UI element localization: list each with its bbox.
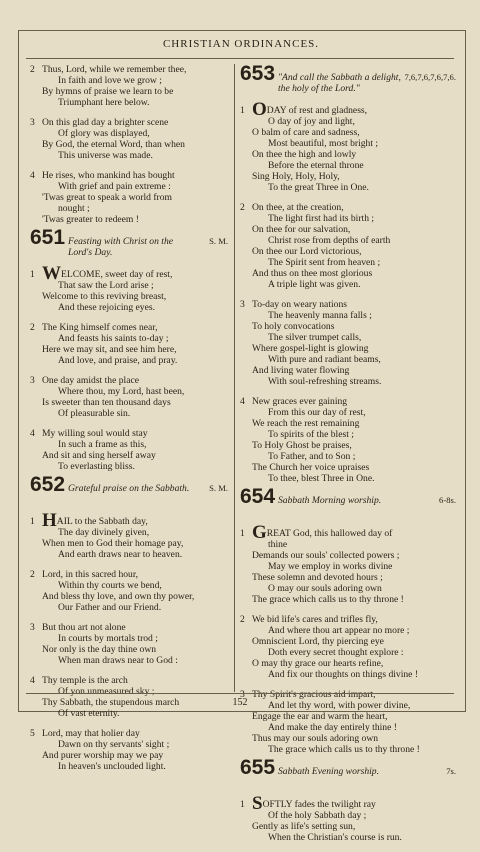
verse-line: The heavenly manna falls ; <box>268 310 372 321</box>
stanza-number: 1 <box>30 516 35 527</box>
stanza-number: 4 <box>30 170 35 181</box>
drop-cap: G <box>252 522 267 543</box>
verse-line: 3 On this glad day a brighter scene <box>30 117 169 128</box>
stanza <box>240 793 456 843</box>
verse-line: Where gospel-light is glowing <box>252 343 369 354</box>
verse-line: 3 To-day on weary nations <box>240 299 347 310</box>
hymn-heading <box>240 485 456 523</box>
hymn-number: 651 <box>30 226 66 249</box>
verse-line: Before the eternal throne <box>268 160 364 171</box>
verse-line: O balm of care and sadness, <box>252 127 360 138</box>
verse-line: O may our souls adoring own <box>268 583 382 594</box>
verse-line: And where thou art appear no more ; <box>268 625 410 636</box>
stanza <box>30 569 228 613</box>
verse-line: 4 Thy temple is the arch <box>30 675 128 686</box>
verse-line: 4 New graces ever gaining <box>240 396 348 407</box>
verse-line: In such a frame as this, <box>58 439 147 450</box>
verse-line: The grace which calls us to thy throne ! <box>252 594 404 605</box>
verse-line: With grief and pain extreme : <box>58 181 171 192</box>
verse-line: Our Father and our Friend. <box>58 602 162 613</box>
verse-line: And earth draws near to heaven. <box>58 549 183 560</box>
verse-line: When the Christian's course is run. <box>268 832 402 843</box>
hymn-title: Sabbath Evening worship. <box>278 766 379 777</box>
stanza-number: 3 <box>30 622 35 633</box>
verse-line: By hymns of praise we learn to be <box>42 86 174 97</box>
hymn-number: 652 <box>30 473 66 496</box>
verse-line: On thee our Lord victorious, <box>252 246 362 257</box>
hymn-number: 653 <box>240 62 276 85</box>
stanza <box>30 622 228 666</box>
stanza <box>240 396 456 484</box>
verse-line: Of yon unmeasured sky ; <box>58 686 155 697</box>
verse-line: The light first had its birth ; <box>268 213 375 224</box>
verse-line: And purer worship may we pay <box>42 750 164 761</box>
verse-line: Doth every secret thought explore : <box>268 647 404 658</box>
verse-line: To Father, and to Son ; <box>268 451 356 462</box>
stanza-number: 1 <box>240 799 245 810</box>
verse-line: Of the holy Sabbath day ; <box>268 810 367 821</box>
stanza-number: 1 <box>30 269 35 280</box>
verse-line: Where thou, my Lord, hast been, <box>58 386 185 397</box>
verse-line: Sing Holy, Holy, Holy, <box>252 171 340 182</box>
verse-line: Most beautiful, most bright ; <box>268 138 379 149</box>
verse-line: That saw the Lord arise ; <box>58 280 154 291</box>
hymn-meter: 7s. <box>446 766 456 776</box>
hymn-meter: S. M. <box>209 483 228 493</box>
drop-cap: S <box>252 793 263 814</box>
verse-line: When men to God their homage pay, <box>42 538 184 549</box>
hymn-heading <box>240 62 456 100</box>
verse-line: May we employ in works divine <box>268 561 393 572</box>
hymn-number: 655 <box>240 756 276 779</box>
verse-line: 3 But thou art not alone <box>30 622 126 633</box>
verse-line: Of pleasurable sin. <box>58 408 131 419</box>
verse-line: In heaven's unclouded light. <box>58 761 166 772</box>
verse-line: The grace which calls us to thy throne ! <box>268 744 420 755</box>
verse-line: The Church her voice upraises <box>252 462 370 473</box>
verse-line: And feasts his saints to-day ; <box>58 333 169 344</box>
hymn-heading <box>240 756 456 794</box>
stanza-number: 1 <box>240 528 245 539</box>
verse-line: thine <box>268 539 288 550</box>
verse-line: Of vast eternity. <box>58 708 120 719</box>
verse-line: By God, the eternal Word, than when <box>42 139 185 150</box>
hymn-title: Feasting with Christ on the Lord's Day. <box>68 236 174 258</box>
verse-line: O day of joy and light, <box>268 116 355 127</box>
verse-line: O may thy grace our hearts refine, <box>252 658 384 669</box>
verse-line: 1 WELCOME, sweet day of rest, <box>30 263 173 284</box>
stanza <box>240 299 456 387</box>
verse-line: To holy convocations <box>252 321 335 332</box>
drop-cap: W <box>42 263 61 284</box>
stanza <box>240 614 456 680</box>
stanza <box>30 64 228 108</box>
verse-line: Dawn on thy servants' sight ; <box>58 739 170 750</box>
verse-line: 2 The King himself comes near, <box>30 322 158 333</box>
stanza-number: 4 <box>30 675 35 686</box>
verse-line: 1 GREAT God, this hallowed day of <box>240 522 393 543</box>
verse-line: When man draws near to God : <box>58 655 178 666</box>
verse-line: This universe was made. <box>58 150 153 161</box>
verse-line: The silver trumpet calls, <box>268 332 362 343</box>
verse-line: Christ rose from depths of earth <box>268 235 391 246</box>
hymn-meter: 6-8s. <box>439 495 456 505</box>
verse-line: Thy Sabbath, the stupendous march <box>42 697 180 708</box>
stanza-number: 3 <box>240 299 245 310</box>
stanza-number: 2 <box>30 569 35 580</box>
hymn-title: "And call the Sabbath a delight, the holy of the Lord." <box>278 72 401 94</box>
verse-line: And love, and praise, and pray. <box>58 355 178 366</box>
stanza-number: 4 <box>30 428 35 439</box>
stanza-number: 5 <box>30 728 35 739</box>
stanza <box>240 99 456 193</box>
verse-line: Welcome to this reviving breast, <box>42 291 167 302</box>
verse-line: To everlasting bliss. <box>58 461 135 472</box>
verse-line: To spirits of the blest ; <box>268 429 354 440</box>
stanza-number: 3 <box>30 117 35 128</box>
verse-line: 2 Thus, Lord, while we remember thee, <box>30 64 187 75</box>
stanza-number: 3 <box>240 689 245 700</box>
header-rule <box>26 58 454 59</box>
stanza <box>30 170 228 225</box>
verse-line: And let thy word, with power divine, <box>268 700 411 711</box>
verse-line: Is sweeter than ten thousand days <box>42 397 171 408</box>
verse-line: Triumphant here below. <box>58 97 150 108</box>
stanza <box>30 117 228 161</box>
page-number: 152 <box>232 697 248 708</box>
stanza-number: 2 <box>30 64 35 75</box>
verse-line: Thus may our souls adoring own <box>252 733 379 744</box>
verse-line: From this our day of rest, <box>268 407 366 418</box>
verse-line: Engage the ear and warm the heart, <box>252 711 388 722</box>
verse-line: On thee for our salvation, <box>252 224 351 235</box>
stanza <box>30 510 228 560</box>
verse-line: Omniscient Lord, thy piercing eye <box>252 636 384 647</box>
hymn-heading <box>30 226 228 264</box>
verse-line: 5 Lord, may that holier day <box>30 728 140 739</box>
verse-line: And make the day entirely thine ! <box>268 722 397 733</box>
running-header: CHRISTIAN ORDINANCES. <box>162 38 320 50</box>
stanza-number: 2 <box>240 202 245 213</box>
verse-line: Here we may sit, and see him here, <box>42 344 177 355</box>
verse-line: The Spirit sent from heaven ; <box>268 257 381 268</box>
verse-line: 2 We bid life's cares and trifles fly, <box>240 614 378 625</box>
stanza <box>30 728 228 772</box>
verse-line: 3 One day amidst the place <box>30 375 139 386</box>
verse-line: 4 My willing soul would stay <box>30 428 148 439</box>
verse-line: In courts by mortals trod ; <box>58 633 158 644</box>
hymn-meter: 7,6,7,6,7,6,7,6. <box>404 72 456 82</box>
right-column <box>240 64 456 852</box>
verse-line: To the great Three in One. <box>268 182 369 193</box>
verse-line: In faith and love we grow ; <box>58 75 162 86</box>
verse-line: A triple light was given. <box>268 279 361 290</box>
footer-rule <box>26 693 454 694</box>
stanza-number: 2 <box>30 322 35 333</box>
stanza <box>30 322 228 366</box>
stanza <box>30 375 228 419</box>
stanza <box>240 522 456 605</box>
stanza-number: 2 <box>240 614 245 625</box>
hymn-title: Sabbath Morning worship. <box>278 495 382 506</box>
verse-line: 'Twas greater to redeem ! <box>42 214 139 225</box>
drop-cap: H <box>42 510 57 531</box>
verse-line: nought ; <box>58 203 90 214</box>
hymn-meter: S. M. <box>209 236 228 246</box>
verse-line: 4 He rises, who mankind has bought <box>30 170 175 181</box>
verse-line: And bless thy love, and own thy power, <box>42 591 195 602</box>
verse-line: To Holy Ghost be praises, <box>252 440 352 451</box>
hymn-title: Grateful praise on the Sabbath. <box>68 483 190 494</box>
verse-line: On thee the high and lowly <box>252 149 357 160</box>
stanza <box>240 202 456 290</box>
stanza-number: 4 <box>240 396 245 407</box>
verse-line: And these rejoicing eyes. <box>58 302 155 313</box>
drop-cap: O <box>252 99 267 120</box>
verse-line: Demands our souls' collected powers ; <box>252 550 400 561</box>
verse-line: And fix our thoughts on things divine ! <box>268 669 419 680</box>
verse-line: 2 Lord, in this sacred hour, <box>30 569 139 580</box>
verse-line: Gently as life's setting sun, <box>252 821 356 832</box>
verse-line: 1 HAIL to the Sabbath day, <box>30 510 148 531</box>
verse-line: We reach the rest remaining <box>252 418 360 429</box>
verse-line: 'Twas great to speak a world from <box>42 192 172 203</box>
hymn-heading <box>30 473 228 511</box>
stanza-number: 3 <box>30 375 35 386</box>
verse-line: These solemn and devoted hours ; <box>252 572 383 583</box>
verse-line: 1 ODAY of rest and gladness, <box>240 99 368 120</box>
hymn-number: 654 <box>240 485 276 508</box>
stanza <box>30 428 228 472</box>
verse-line: Nor only is the day thine own <box>42 644 157 655</box>
verse-line: 2 On thee, at the creation, <box>240 202 344 213</box>
column-divider <box>234 64 235 692</box>
stanza <box>30 263 228 313</box>
verse-line: And thus on thee most glorious <box>252 268 373 279</box>
verse-line: 1 SOFTLY fades the twilight ray <box>240 793 376 814</box>
verse-line: With soul-refreshing streams. <box>268 376 382 387</box>
left-column <box>30 64 228 781</box>
verse-line: To thee, blest Three in One. <box>268 473 375 484</box>
verse-line: And living water flowing <box>252 365 350 376</box>
verse-line: The day divinely given, <box>58 527 150 538</box>
verse-line: Within thy courts we bend, <box>58 580 162 591</box>
verse-line: With pure and radiant beams, <box>268 354 381 365</box>
verse-line: 3 Thy Spirit's gracious aid impart, <box>240 689 376 700</box>
verse-line: Of glory was displayed, <box>58 128 150 139</box>
verse-line: And sit and sing herself away <box>42 450 156 461</box>
stanza-number: 1 <box>240 105 245 116</box>
